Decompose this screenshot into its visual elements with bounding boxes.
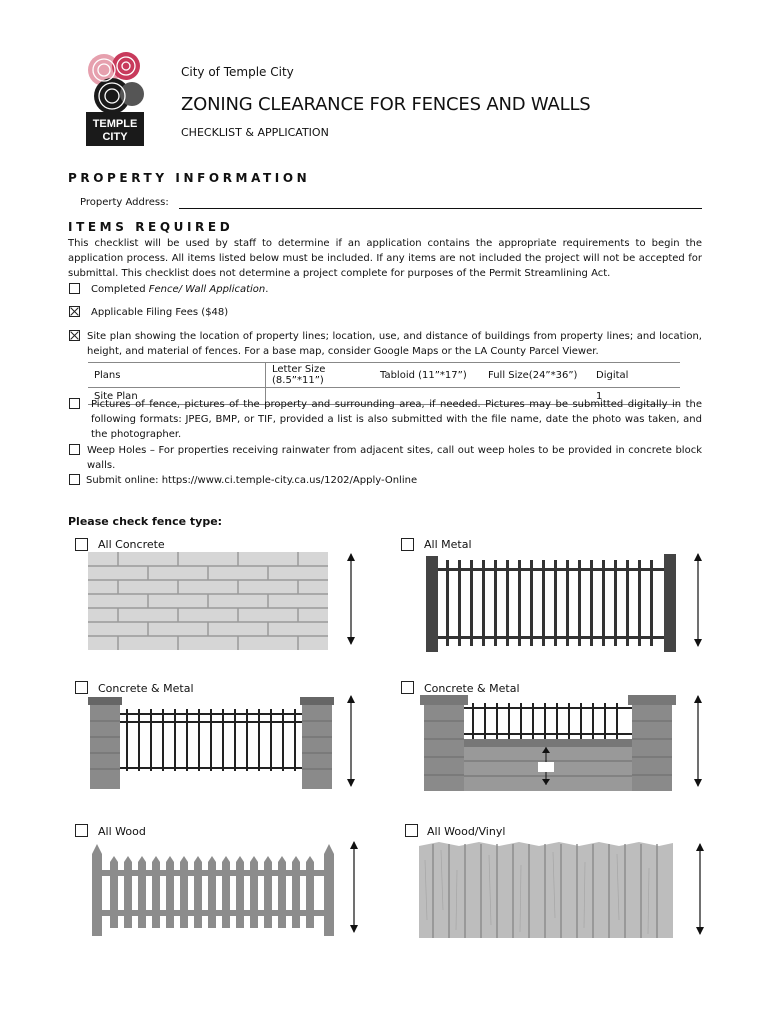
checklist-item-site-plan: Site plan showing the location of property lines; location, use, and distance of buildings from property lines; and location, height, and material of fences. For a base map, consider Google Maps or the LA County Parcel Viewer. [87,331,702,357]
checkbox-application[interactable] [69,283,80,294]
label-concrete-metal-1: Concrete & Metal [98,682,194,695]
city-name: City of Temple City [181,65,294,79]
table-cell: Digital [596,369,629,381]
items-required-heading: ITEMS REQUIRED [68,220,234,234]
concrete-metal-fence-image-2 [420,695,676,791]
height-arrow-icon [695,842,705,936]
table-cell: 1 [596,390,603,402]
label-all-wood-vinyl: All Wood/Vinyl [427,825,506,838]
table-cell: Letter Size (8.5”*11”) [272,364,326,386]
height-arrow-icon [346,694,356,788]
table-cell: Full Size(24”*36”) [488,369,578,381]
concrete-metal-fence-image-1 [88,697,334,789]
svg-text:CITY: CITY [102,131,128,143]
checkbox-submit-online[interactable] [69,474,80,485]
wood-vinyl-fence-image [419,840,673,938]
label-all-wood: All Wood [98,825,146,838]
temple-city-logo [86,48,144,146]
checklist-item-application: Completed Fence/ Wall Application. [91,284,269,295]
checkbox-all-wood[interactable] [75,824,88,837]
page-title: ZONING CLEARANCE FOR FENCES AND WALLS [181,94,591,115]
page-subtitle: CHECKLIST & APPLICATION [181,126,329,139]
fence-type-heading: Please check fence type: [68,515,223,528]
height-arrow-icon [693,694,703,788]
wood-fence-image [88,840,338,936]
checklist-item-filing-fees: Applicable Filing Fees ($48) [91,307,229,318]
height-arrow-icon [349,840,359,934]
address-field[interactable] [179,208,702,209]
table-cell: Tabloid (11”*17”) [380,369,467,381]
label-all-metal: All Metal [424,538,472,551]
concrete-wall-image [88,552,328,650]
checkbox-concrete-metal-1[interactable] [75,681,88,694]
label-all-concrete: All Concrete [98,538,165,551]
svg-text:TEMPLE: TEMPLE [92,118,138,130]
items-intro: This checklist will be used by staff to determine if an application contains the appropriate requirements to begin the application process. All items listed below must be included. If any items are not included the project will not be accepted for submittal. This checklist does not determine a project complete for purposes of the Permit Streamlining Act. [68,238,702,279]
address-label: Property Address: [80,197,169,208]
checklist-item-submit-online: Submit online: https://www.ci.temple-city.ca.us/1202/Apply-Online [86,475,418,486]
table-cell: Plans [88,363,266,388]
checkbox-pictures[interactable] [69,398,80,409]
property-info-heading: PROPERTY INFORMATION [68,171,311,185]
checklist-item-weep-holes: Weep Holes – For properties receiving rainwater from adjacent sites, call out weep holes to be provided in concrete block walls. [87,445,702,471]
table-row [88,363,680,388]
metal-fence-image [426,552,678,652]
checklist-item-pictures: Pictures of fence, pictures of the property and surrounding area, if needed. Pictures may be submitted digitally in the following formats: JPEG, BMP, or TIF, provided a list is also submitted with the file name, date the photo was taken, and the photographer. [91,399,702,440]
checkbox-filing-fees[interactable] [69,306,80,317]
table-cell: Site Plan [88,388,266,405]
checkbox-site-plan[interactable] [69,330,80,341]
checkbox-all-metal[interactable] [401,538,414,551]
height-arrow-icon [346,552,356,646]
label-concrete-metal-2: Concrete & Metal [424,682,520,695]
checkbox-concrete-metal-2[interactable] [401,681,414,694]
checkbox-all-wood-vinyl[interactable] [405,824,418,837]
height-arrow-icon [693,552,703,648]
checkbox-all-concrete[interactable] [75,538,88,551]
checkbox-weep-holes[interactable] [69,444,80,455]
